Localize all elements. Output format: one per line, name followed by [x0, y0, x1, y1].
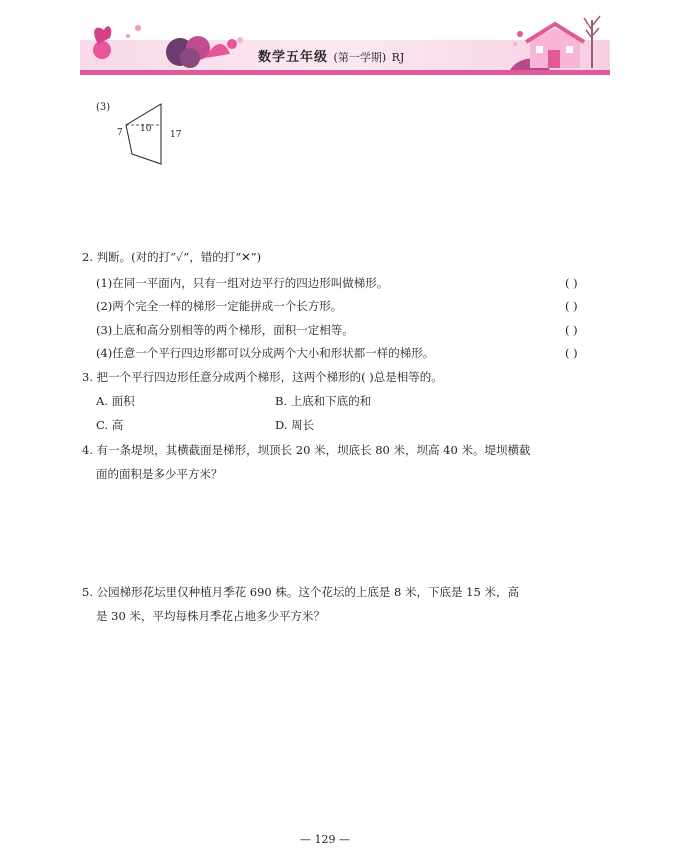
answer-blank-3[interactable]: ( ) — [565, 323, 578, 337]
page-number: — 129 — — [300, 833, 350, 846]
answer-blank-2[interactable]: ( ) — [565, 299, 578, 313]
title-text: 数学五年级 — [258, 50, 329, 65]
figure-left-label: 7 — [117, 128, 123, 138]
q5-line-2: 是 30 米，平均每株月季花占地多少平方米？ — [96, 609, 325, 623]
q2-item-1: (1)在同一平面内，只有一组对边平行的四边形叫做梯形。 — [96, 276, 389, 290]
q2-item-2: (2)两个完全一样的梯形一定能拼成一个长方形。 — [96, 299, 343, 313]
q2-title: 2. 判断。(对的打“✓”，错的打“✕”) — [82, 250, 262, 264]
q3-option-d[interactable]: D. 周长 — [275, 418, 315, 432]
page-title — [258, 46, 404, 65]
q3-stem: 3. 把一个平行四边形任意分成两个梯形，这两个梯形的( )总是相等的。 — [82, 370, 443, 384]
trapezoid-figure — [118, 100, 178, 170]
q3-option-b[interactable]: B. 上底和下底的和 — [275, 394, 372, 408]
figure-label: (3) — [96, 102, 111, 113]
figure-top-label: 10 — [140, 124, 152, 134]
q2-item-4: (4)任意一个平行四边形都可以分成两个大小和形状都一样的梯形。 — [96, 346, 435, 360]
edition-text: RJ — [391, 51, 405, 64]
figure-right-label: 17 — [170, 130, 182, 140]
q5-line-1: 5. 公园梯形花坛里仅种植月季花 690 株。这个花坛的上底是 8 米，下底是 15 米，高 — [82, 585, 519, 599]
q3-option-a[interactable]: A. 面积 — [96, 394, 135, 408]
page-header — [80, 0, 610, 78]
q4-line-1: 4. 有一条堤坝，其横截面是梯形，坝顶长 20 米，坝底长 80 米，坝高 40 米。堤坝横截 — [82, 443, 531, 457]
answer-blank-4[interactable]: ( ) — [565, 346, 578, 360]
answer-blank-1[interactable]: ( ) — [565, 276, 578, 290]
q3-option-c[interactable]: C. 高 — [96, 418, 124, 432]
flower-decoration-icon — [80, 0, 250, 72]
q2-item-3: (3)上底和高分别相等的两个梯形，面积一定相等。 — [96, 323, 354, 337]
q4-line-2: 面的面积是多少平方米？ — [96, 467, 223, 481]
term-text: (第一学期) — [333, 51, 387, 64]
house-decoration-icon — [500, 0, 610, 72]
